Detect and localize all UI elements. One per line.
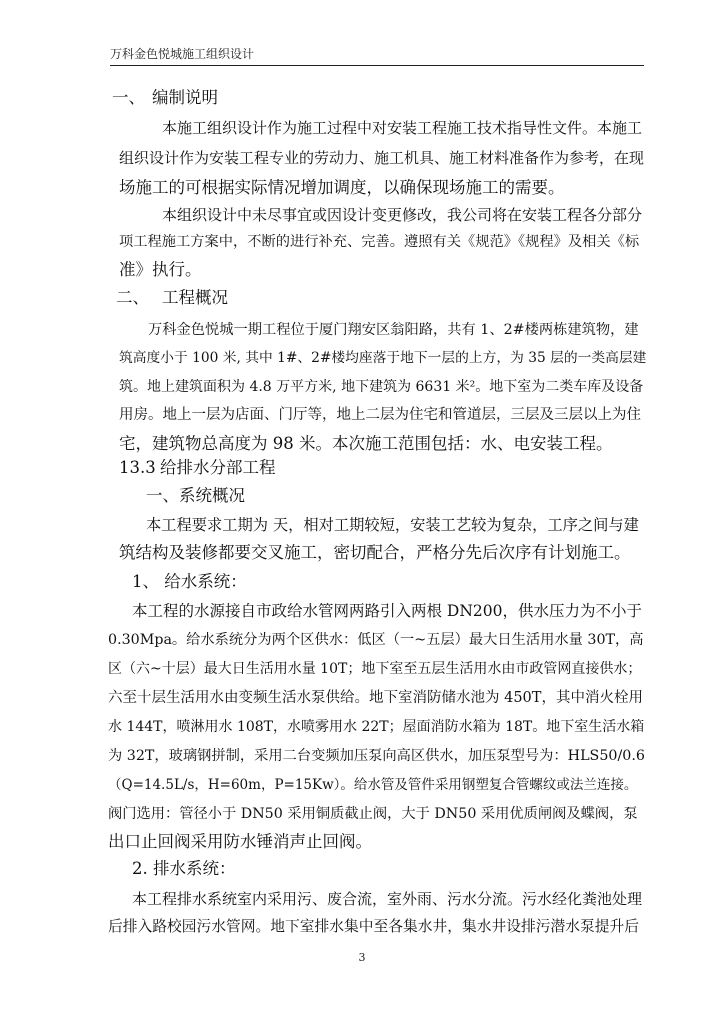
paragraph-line: 筑。地上建筑面积为 4.8 万平方米, 地下建筑为 6631 米²。地下室为二类车库及设备 (119, 379, 644, 395)
section-2-title: 工程概况 (162, 288, 228, 307)
paragraph-line: 水 144T，喷淋用水 108T，水喷雾用水 22T；屋面消防水箱为 18T。地下室生活水箱 (108, 719, 645, 735)
paragraph-line: 万科金色悦城一期工程位于厦门翔安区翁阳路，共有 1、2#楼两栋建筑物，建 (148, 322, 639, 338)
section-3-number: 13.3 (119, 458, 156, 477)
page-number: 3 (358, 951, 366, 964)
paragraph-line: 出口止回阀采用防水锤消声止回阀。 (108, 832, 372, 851)
paragraph-line: 本组织设计中未尽事宜或因设计变更修改，我公司将在安装工程各分部分 (162, 206, 643, 224)
paragraph-line: 区（六~十层）最大日生活用水量 10T；地下室至五层生活用水由市政管网直接供水； (108, 661, 642, 677)
paragraph-line: 筑高度小于 100 米, 其中 1#、2#楼均座落于地下一层的上方，为 35 层的一类高层建 (119, 350, 647, 366)
section-1-number: 一、 (112, 88, 145, 107)
paragraph-line: （Q=14.5L/s，H=60m，P=15Kw）。给水管及管件采用钢塑复合管螺纹或法兰连接。 (108, 777, 638, 793)
paragraph-line: 场施工的可根据实际情况增加调度，以确保现场施工的需要。 (119, 178, 565, 197)
paragraph-line: 用房。地上一层为店面、门厅等，地上二层为住宅和管道层，三层及三层以上为住 (119, 407, 641, 423)
paragraph-line: 本工程要求工期为 天，相对工期较短，安装工艺较为复杂，工序之间与建 (146, 516, 639, 534)
paragraph-line: 后排入路校园污水管网。地下室排水集中至各集水井，集水井设排污潜水泵提升后 (108, 918, 639, 935)
section-3-title: 给排水分部工程 (160, 458, 276, 477)
paragraph-line: 本施工组织设计作为施工过程中对安装工程施工技术指导性文件。本施工 (162, 119, 643, 137)
water-supply-title: 1、 给水系统： (132, 572, 247, 591)
section-1-title: 编制说明 (152, 88, 218, 107)
drainage-title: 2. 排水系统： (132, 859, 236, 878)
subsection-title: 一、系统概况 (146, 486, 245, 505)
section-2-number: 二、 (116, 288, 149, 307)
paragraph-line: 本工程的水源接自市政给水管网两路引入两根 DN200，供水压力为不小于 (132, 602, 643, 620)
paragraph-line: 0.30Mpa。给水系统分为两个区供水：低区（一~五层）最大日生活用水量 30T，高 (108, 632, 644, 648)
paragraph-line: 筑结构及装修都要交叉施工，密切配合，严格分先后次序有计划施工。 (119, 543, 631, 562)
paragraph-line: 项工程施工方案中，不断的进行补充、完善。遵照有关《规范》《规程》及相关《标 (119, 234, 640, 250)
paragraph-line: 组织设计作为安装工程专业的劳动力、施工机具、施工材料准备作为参考，在现 (119, 149, 645, 167)
paragraph-line: 为 32T，玻璃钢拼制，采用二台变频加压泵向高区供水，加压泵型号为：HLS50/0.6 (108, 748, 645, 764)
paragraph-line: 本工程排水系统室内采用污、废合流，室外雨、污水分流。污水经化粪池处理 (132, 890, 643, 908)
paragraph-line: 六至十层生活用水由变频生活水泵供给。地下室消防储水池为 450T，其中消火栓用 (108, 690, 643, 706)
paragraph-line: 准》执行。 (119, 260, 202, 279)
page-header-title: 万科金色悦城施工组织设计 (110, 44, 644, 66)
paragraph-line: 宅，建筑物总高度为 98 米。本次施工范围包括：水、电安装工程。 (119, 434, 613, 453)
paragraph-line: 阀门选用：管径小于 DN50 采用铜质截止阀，大于 DN50 采用优质闸阀及蝶阀，泵 (108, 806, 638, 822)
